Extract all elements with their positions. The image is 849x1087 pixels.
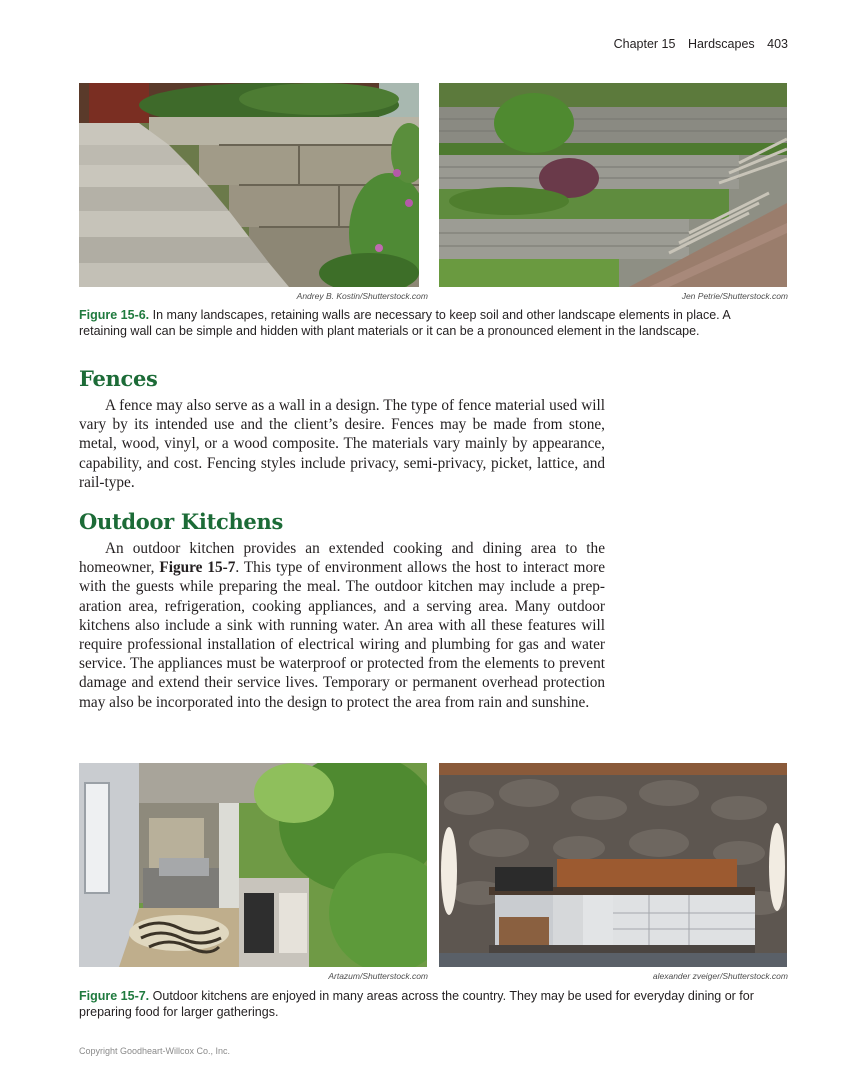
fences-body	[79, 396, 605, 492]
chapter-number: Chapter 15	[613, 37, 676, 51]
running-head	[614, 37, 788, 51]
copyright-footer: Copyright Goodheart-Willcox Co., Inc.	[79, 1046, 231, 1056]
outdoor-kitchens-paragraph	[79, 539, 605, 712]
figure-15-6-caption	[79, 307, 779, 339]
figure-15-6-label: Figure 15-6.	[79, 308, 150, 322]
figure-15-7-label: Figure 15-7.	[79, 989, 150, 1003]
figure-15-7-credit-left: Artazum/Shutterstock.com	[328, 971, 428, 981]
section-heading-fences: Fences	[79, 366, 158, 391]
page-number: 403	[767, 37, 788, 51]
photo-terraced-block-walls	[439, 83, 787, 287]
figure-15-7-credit-right: alexander zveiger/Shutterstock.com	[652, 971, 788, 981]
figure-15-7-caption	[79, 988, 779, 1020]
outdoor-kitchens-body	[79, 539, 605, 712]
outdoor-kitchens-text-end: . This type of environment allows the host to interact more with the guests while preparing the meal. The outdoor kitchen may include a preparation area, refrigeration, cooking appliances, and a serving area. Many outdoor kitchens also include a sink with running water. An area with all these features will require professional installation of electrical wiring and plumbing for gas and water service. The appliances must be waterproof or protected from the elements to prevent damage and extend their service lives. Temporary or permanent overhead protection may also be incorporated into the design to protect the area from rain and sunshine.	[79, 559, 605, 711]
figure-15-7-reference: Figure 15-7	[159, 559, 236, 577]
fences-paragraph: A fence may also serve as a wall in a design. The type of fence material used will vary by its intended use and the client’s desire. Fences may be made from stone, metal, wood, vinyl, or a wood composite. The materials vary mainly by appearance, capability, and cost. Fencing styles include privacy, semi-privacy, picket, lattice, and rail-type.	[79, 397, 605, 491]
figure-15-6-credit-left: Andrey B. Kostin/Shutterstock.com	[296, 291, 428, 301]
chapter-title: Hardscapes	[687, 37, 755, 51]
outdoor-kitchens-text-start: An outdoor kitchen provides an extended cooking and dining area to the homeowner,	[79, 540, 605, 577]
section-heading-outdoor-kitchens: Outdoor Kitchens	[79, 509, 283, 534]
figure-15-6-caption-text: In many landscapes, retaining walls are necessary to keep soil and other landscape elements in place. A retaining wall can be simple and hidden with plant materials or it can be a pronounced element in the landscape.	[79, 308, 731, 338]
photo-covered-porch-kitchen	[79, 763, 427, 967]
figure-15-7-caption-text: Outdoor kitchens are enjoyed in many areas across the country. They may be used for everyday dining or for preparing food for larger gatherings.	[79, 989, 754, 1019]
photo-stone-wall-kitchen	[439, 763, 787, 967]
photo-stone-steps-retaining-wall	[79, 83, 419, 287]
figure-15-6-credit-right: Jen Petrie/Shutterstock.com	[681, 291, 788, 301]
